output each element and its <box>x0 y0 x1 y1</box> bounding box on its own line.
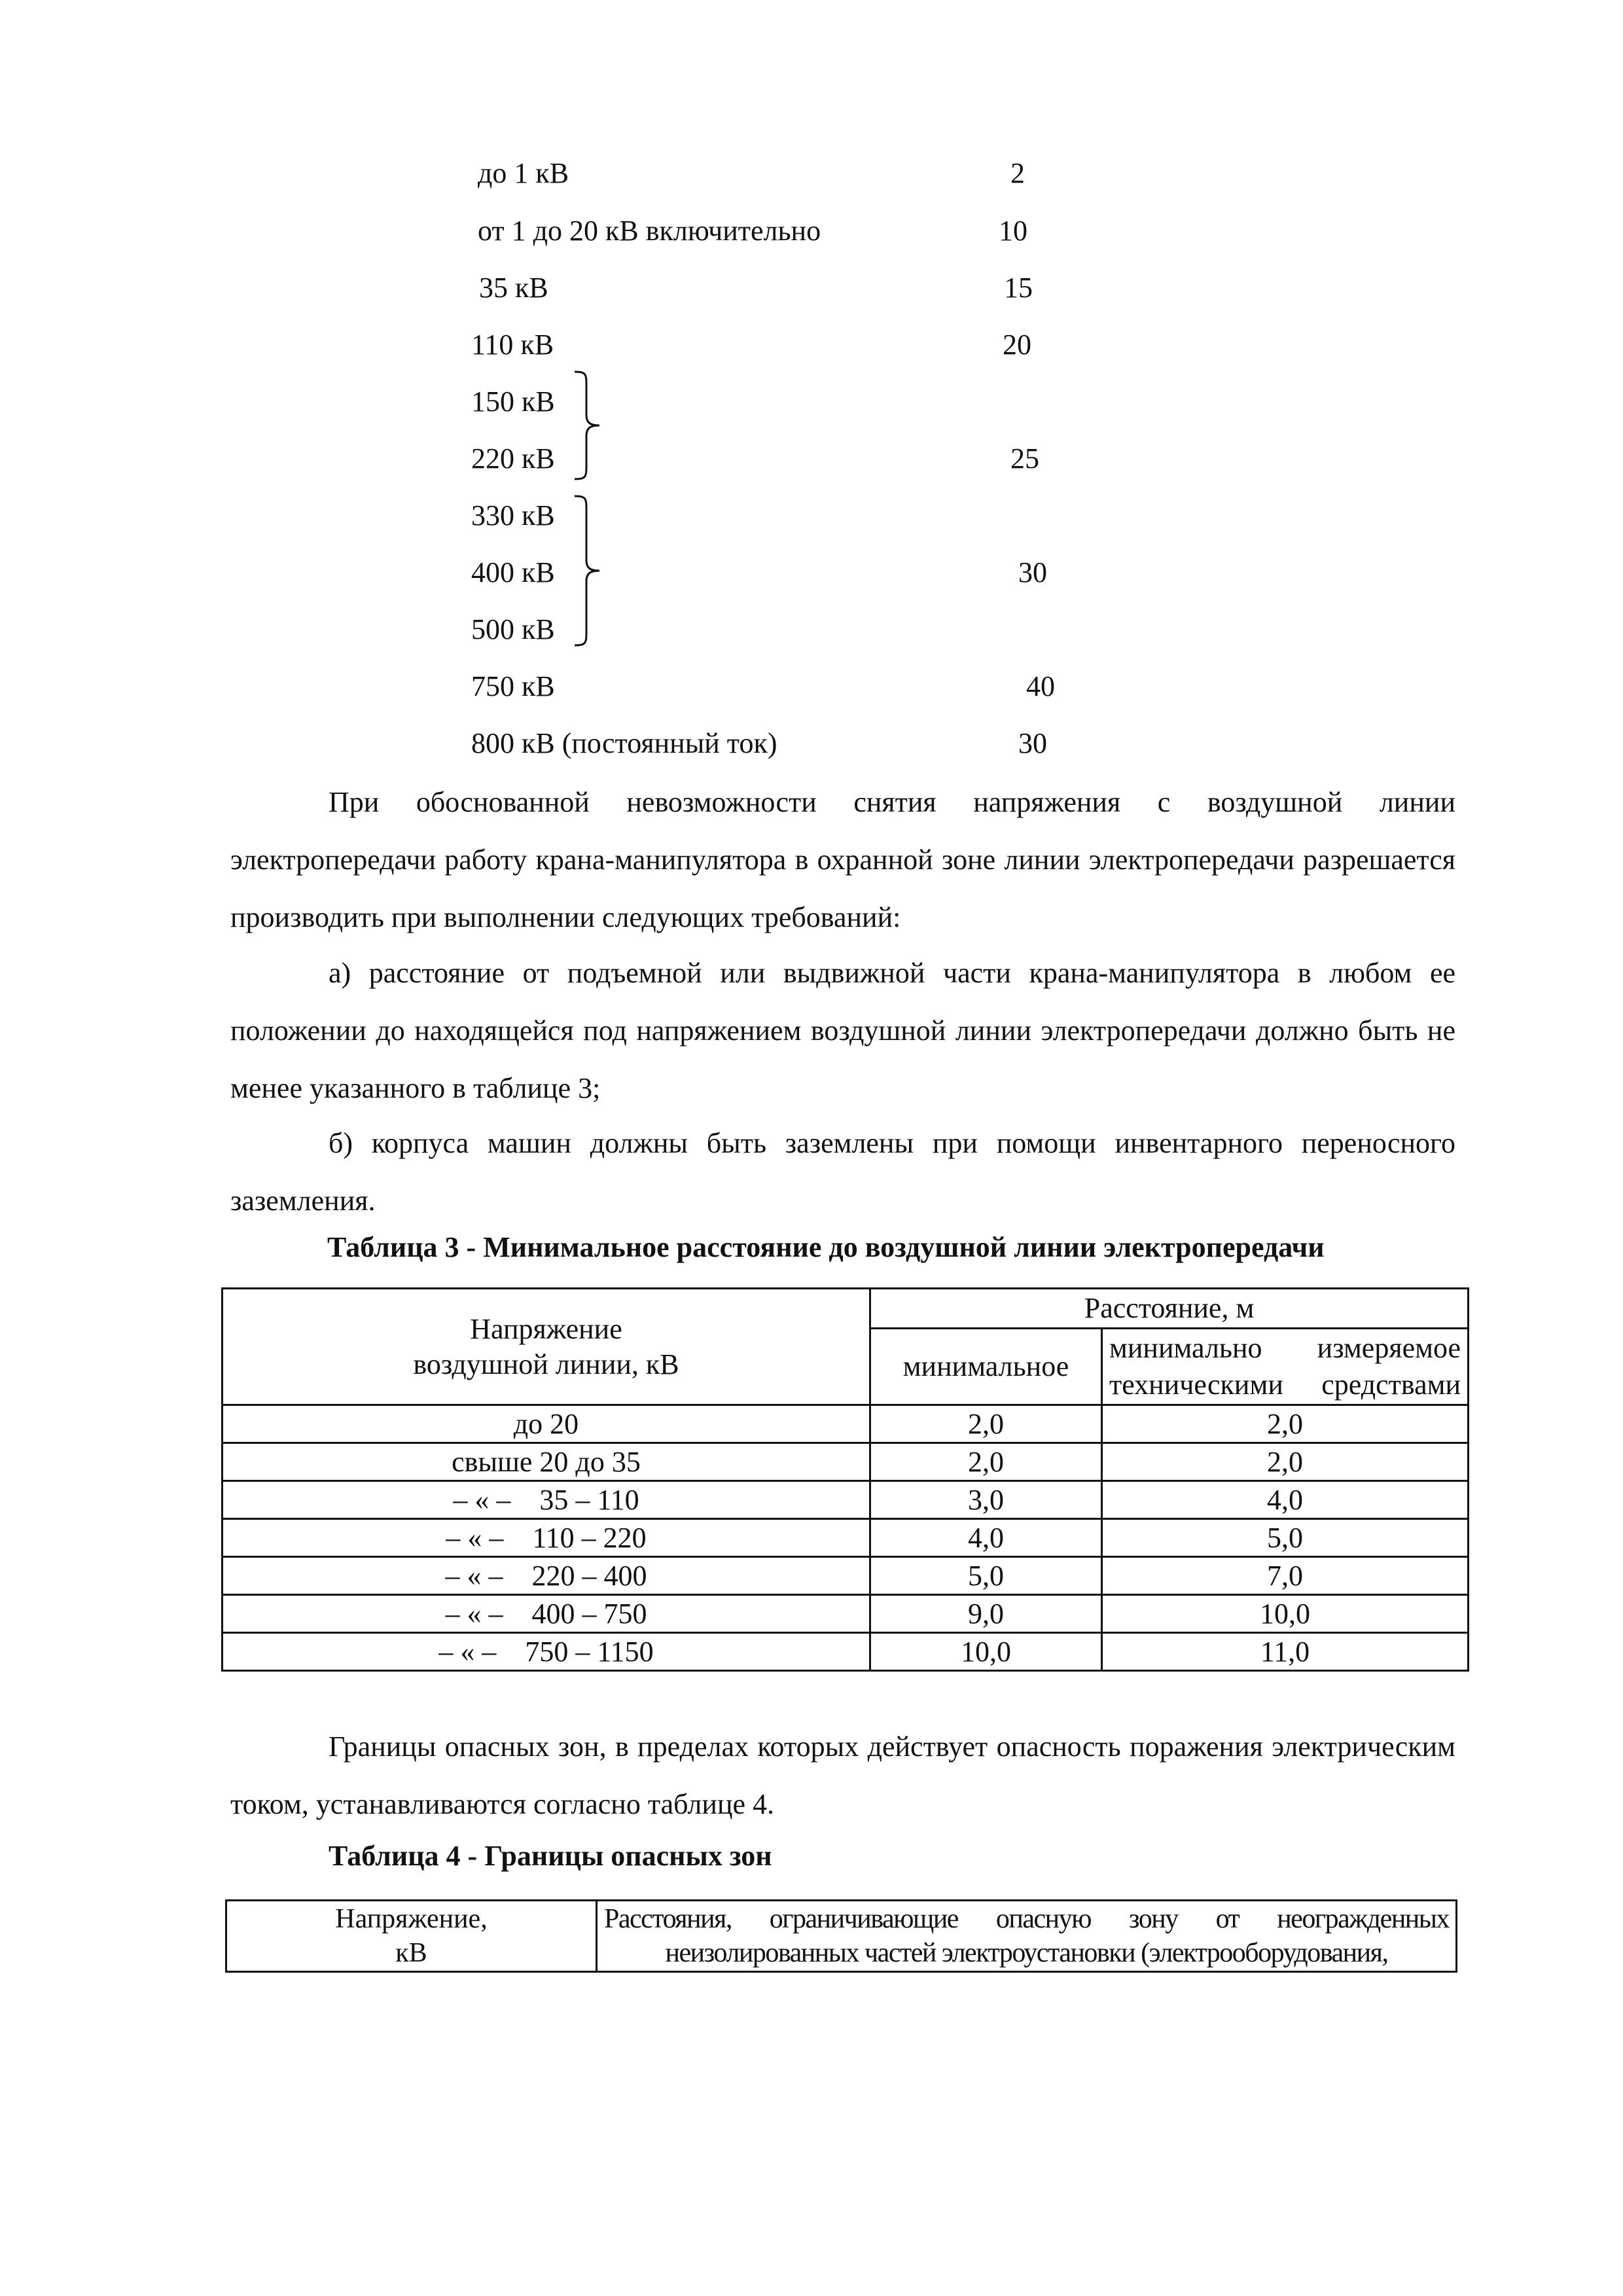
distance-value: 15 <box>1004 272 1033 304</box>
voltage-cell: – « – 110 – 220 <box>223 1519 870 1557</box>
table3-header-measured: минимально измеряемое техническими средствами <box>1102 1329 1469 1405</box>
measured-cell: 4,0 <box>1102 1481 1469 1519</box>
min-cell: 3,0 <box>870 1481 1102 1519</box>
voltage-label: 35 кВ <box>479 272 548 304</box>
paragraph-requirement-b: б) корпуса машин должны быть заземлены при помощи инвентарного переносного заземления. <box>230 1127 1455 1217</box>
distance-value: 25 <box>1010 442 1039 475</box>
distance-value: 20 <box>1003 329 1031 361</box>
paragraph-requirements-intro: При обоснованной невозможности снятия напряжения с воздушной линии электропередачи работу крана-манипулятора в охранной зоне линии электропередачи разрешается производить при выполнении следующих требований: <box>230 786 1455 933</box>
table3-header-distance: Расстояние, м <box>870 1289 1469 1329</box>
voltage-label: от 1 до 20 кВ включительно <box>478 215 821 247</box>
table-row <box>223 1595 1469 1633</box>
distance-value: 10 <box>999 215 1027 247</box>
voltage-cell: – « – 35 – 110 <box>223 1481 870 1519</box>
table3-header-voltage: Напряжение воздушной линии, кВ <box>223 1289 870 1405</box>
voltage-cell: – « – 220 – 400 <box>223 1557 870 1595</box>
min-cell: 5,0 <box>870 1557 1102 1595</box>
voltage-cell: свыше 20 до 35 <box>223 1443 870 1481</box>
distance-value: 30 <box>1018 556 1047 588</box>
paragraph-danger-zones: Границы опасных зон, в пределах которых действует опасность поражения электрическим током, устанавливаются согласно таблице 4. <box>230 1731 1455 1820</box>
table-row <box>223 1481 1469 1519</box>
measured-cell: 7,0 <box>1102 1557 1469 1595</box>
table-row <box>223 1633 1469 1671</box>
min-cell: 2,0 <box>870 1405 1102 1443</box>
table4-caption: Таблица 4 - Границы опасных зон <box>329 1840 772 1872</box>
voltage-label: 750 кВ <box>471 670 555 702</box>
paragraph-requirement-a: а) расстояние от подъемной или выдвижной части крана-манипулятора в любом ее положении до находящейся под напряжением воздушной линии электропередачи должно быть не менее указанного в таблице 3; <box>230 957 1455 1104</box>
table-row <box>223 1519 1469 1557</box>
table4 <box>225 1899 1457 1973</box>
table3 <box>221 1287 1469 1672</box>
distance-value: 30 <box>1018 727 1047 759</box>
measured-cell: 2,0 <box>1102 1405 1469 1443</box>
table-row <box>223 1443 1469 1481</box>
voltage-label: 220 кВ <box>471 442 555 475</box>
min-cell: 9,0 <box>870 1595 1102 1633</box>
table4-header-voltage: Напряжение, кВ <box>226 1901 597 1972</box>
distance-value: 40 <box>1026 670 1055 702</box>
table-row <box>223 1557 1469 1595</box>
table4-header-distance: Расстояния, ограничивающие опасную зону от неогражденных неизолированных частей электроустановки (электрооборудования, <box>597 1901 1457 1972</box>
measured-cell: 2,0 <box>1102 1443 1469 1481</box>
brace-150-220 <box>569 367 609 484</box>
table-row <box>223 1405 1469 1443</box>
min-cell: 2,0 <box>870 1443 1102 1481</box>
voltage-label: 150 кВ <box>471 386 555 418</box>
voltage-cell: – « – 400 – 750 <box>223 1595 870 1633</box>
voltage-label: 800 кВ (постоянный ток) <box>471 727 777 759</box>
measured-cell: 11,0 <box>1102 1633 1469 1671</box>
table3-header-min: минимальное <box>870 1329 1102 1405</box>
measured-cell: 10,0 <box>1102 1595 1469 1633</box>
voltage-label: 400 кВ <box>471 556 555 588</box>
voltage-label: 330 кВ <box>471 499 555 531</box>
brace-330-500 <box>569 491 609 651</box>
table3-caption: Таблица 3 - Минимальное расстояние до воздушной линии электропередачи <box>327 1231 1325 1263</box>
min-cell: 10,0 <box>870 1633 1102 1671</box>
min-cell: 4,0 <box>870 1519 1102 1557</box>
voltage-label: 110 кВ <box>471 329 554 361</box>
voltage-label: 500 кВ <box>471 613 555 645</box>
voltage-cell: – « – 750 – 1150 <box>223 1633 870 1671</box>
voltage-cell: до 20 <box>223 1405 870 1443</box>
distance-value: 2 <box>1010 157 1025 189</box>
voltage-label: до 1 кВ <box>478 157 569 189</box>
measured-cell: 5,0 <box>1102 1519 1469 1557</box>
